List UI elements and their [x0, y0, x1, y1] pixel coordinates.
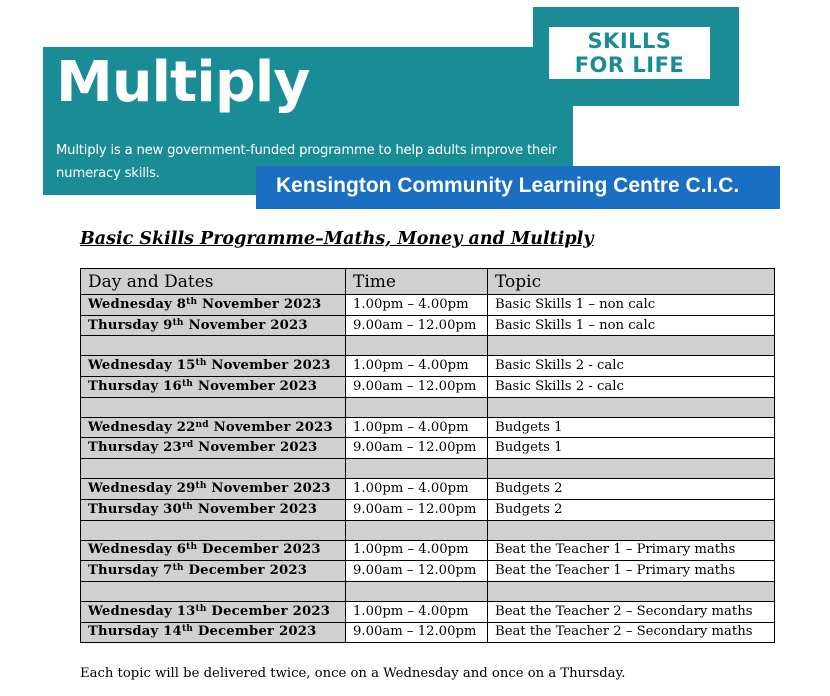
day-cell	[81, 601, 346, 622]
day-cell	[81, 377, 346, 398]
day-cell	[81, 622, 346, 643]
month-year-text: November 2023	[206, 480, 331, 496]
spacer-cell	[81, 397, 346, 417]
header-day: Day and Dates	[81, 269, 346, 295]
day-text: Thursday 7	[88, 563, 173, 579]
logo-line-2: FOR LIFE	[574, 53, 685, 77]
day-cell	[81, 540, 346, 561]
month-year-text: November 2023	[193, 501, 318, 517]
month-year-text: November 2023	[193, 378, 318, 394]
centre-banner	[256, 166, 780, 209]
day-cell	[81, 561, 346, 582]
day-text: Thursday 9	[88, 317, 173, 333]
time-cell: 1.00pm – 4.00pm	[346, 540, 488, 561]
spacer-cell	[346, 397, 488, 417]
topic-cell: Beat the Teacher 2 – Secondary maths	[488, 622, 775, 643]
programme-title: Basic Skills Programme–Maths, Money and Multiply	[80, 229, 594, 249]
table-row	[81, 601, 775, 622]
day-suffix: th	[172, 317, 184, 328]
spacer-cell	[488, 336, 775, 356]
month-year-text: December 2023	[197, 542, 321, 558]
month-year-text: November 2023	[183, 317, 308, 333]
day-cell	[81, 499, 346, 520]
time-cell: 1.00pm – 4.00pm	[346, 356, 488, 377]
table-row	[81, 622, 775, 643]
day-text: Wednesday 13	[88, 603, 196, 619]
topic-cell: Basic Skills 1 – non calc	[488, 295, 775, 316]
month-year-text: December 2023	[183, 563, 308, 579]
spacer-cell	[488, 459, 775, 479]
day-suffix: th	[195, 603, 207, 614]
topic-cell: Budgets 1	[488, 438, 775, 459]
spacer-cell	[81, 336, 346, 356]
table-row	[81, 417, 775, 438]
time-cell: 1.00pm – 4.00pm	[346, 295, 488, 316]
month-year-text: November 2023	[208, 419, 333, 435]
day-cell	[81, 479, 346, 500]
table-row	[81, 295, 775, 316]
spacer-cell	[488, 397, 775, 417]
day-suffix: th	[186, 296, 198, 307]
footnote: Each topic will be delivered twice, once on a Wednesday and once on a Thursday.	[80, 666, 626, 681]
day-text: Thursday 30	[88, 501, 182, 517]
time-cell: 1.00pm – 4.00pm	[346, 417, 488, 438]
day-text: Wednesday 6	[88, 542, 187, 558]
spacer-cell	[346, 520, 488, 540]
spacer-row	[81, 520, 775, 540]
day-text: Wednesday 29	[88, 480, 196, 496]
day-text: Thursday 16	[88, 378, 182, 394]
spacer-row	[81, 397, 775, 417]
spacer-row	[81, 336, 775, 356]
spacer-cell	[81, 520, 346, 540]
table-row	[81, 377, 775, 398]
topic-cell: Beat the Teacher 2 – Secondary maths	[488, 601, 775, 622]
day-cell	[81, 295, 346, 316]
spacer-cell	[81, 459, 346, 479]
day-cell	[81, 417, 346, 438]
month-year-text: November 2023	[206, 358, 331, 374]
topic-cell: Budgets 2	[488, 479, 775, 500]
table-row	[81, 540, 775, 561]
time-cell: 1.00pm – 4.00pm	[346, 601, 488, 622]
table-row	[81, 561, 775, 582]
topic-cell: Budgets 2	[488, 499, 775, 520]
multiply-title: Multiply	[56, 50, 310, 115]
month-year-text: December 2023	[206, 603, 331, 619]
day-suffix: th	[172, 563, 184, 574]
day-suffix: th	[181, 624, 194, 635]
intro-line-2: numeracy skills.	[56, 166, 160, 181]
spacer-row	[81, 581, 775, 601]
topic-cell: Beat the Teacher 1 – Primary maths	[488, 561, 775, 582]
day-suffix: nd	[195, 419, 209, 430]
day-suffix: th	[186, 542, 198, 553]
header-time: Time	[346, 269, 488, 295]
topic-cell: Beat the Teacher 1 – Primary maths	[488, 540, 775, 561]
time-cell: 9.00am – 12.00pm	[346, 315, 488, 336]
day-suffix: th	[195, 358, 207, 369]
schedule-body	[81, 295, 775, 643]
skills-for-life-box	[549, 27, 710, 79]
table-row	[81, 315, 775, 336]
spacer-cell	[81, 581, 346, 601]
month-year-text: December 2023	[193, 624, 317, 640]
schedule-table	[80, 268, 775, 643]
topic-cell: Budgets 1	[488, 417, 775, 438]
day-suffix: rd	[181, 440, 194, 451]
month-year-text: November 2023	[197, 296, 322, 312]
intro-line-1: Multiply is a new government-funded programme to help adults improve their	[56, 143, 557, 158]
logo-line-1: SKILLS	[587, 29, 672, 53]
day-suffix: th	[181, 501, 194, 512]
table-header-row	[81, 269, 775, 295]
day-suffix: th	[181, 378, 194, 389]
table-row	[81, 438, 775, 459]
table-row	[81, 479, 775, 500]
day-text: Thursday 23	[88, 440, 182, 456]
day-text: Wednesday 15	[88, 358, 196, 374]
time-cell: 9.00am – 12.00pm	[346, 438, 488, 459]
table-row	[81, 499, 775, 520]
spacer-cell	[346, 336, 488, 356]
centre-name: Kensington Community Learning Centre C.I.C.	[276, 174, 740, 197]
day-text: Thursday 14	[88, 624, 182, 640]
time-cell: 9.00am – 12.00pm	[346, 561, 488, 582]
spacer-row	[81, 459, 775, 479]
day-text: Wednesday 22	[88, 419, 196, 435]
topic-cell: Basic Skills 1 – non calc	[488, 315, 775, 336]
month-year-text: November 2023	[193, 440, 318, 456]
day-text: Wednesday 8	[88, 296, 187, 312]
time-cell: 9.00am – 12.00pm	[346, 622, 488, 643]
day-suffix: th	[195, 480, 207, 491]
time-cell: 1.00pm – 4.00pm	[346, 479, 488, 500]
spacer-cell	[346, 581, 488, 601]
spacer-cell	[488, 520, 775, 540]
time-cell: 9.00am – 12.00pm	[346, 377, 488, 398]
header-topic: Topic	[488, 269, 775, 295]
time-cell: 9.00am – 12.00pm	[346, 499, 488, 520]
day-cell	[81, 315, 346, 336]
topic-cell: Basic Skills 2 - calc	[488, 377, 775, 398]
day-cell	[81, 356, 346, 377]
spacer-cell	[346, 459, 488, 479]
table-row	[81, 356, 775, 377]
topic-cell: Basic Skills 2 - calc	[488, 356, 775, 377]
day-cell	[81, 438, 346, 459]
spacer-cell	[488, 581, 775, 601]
